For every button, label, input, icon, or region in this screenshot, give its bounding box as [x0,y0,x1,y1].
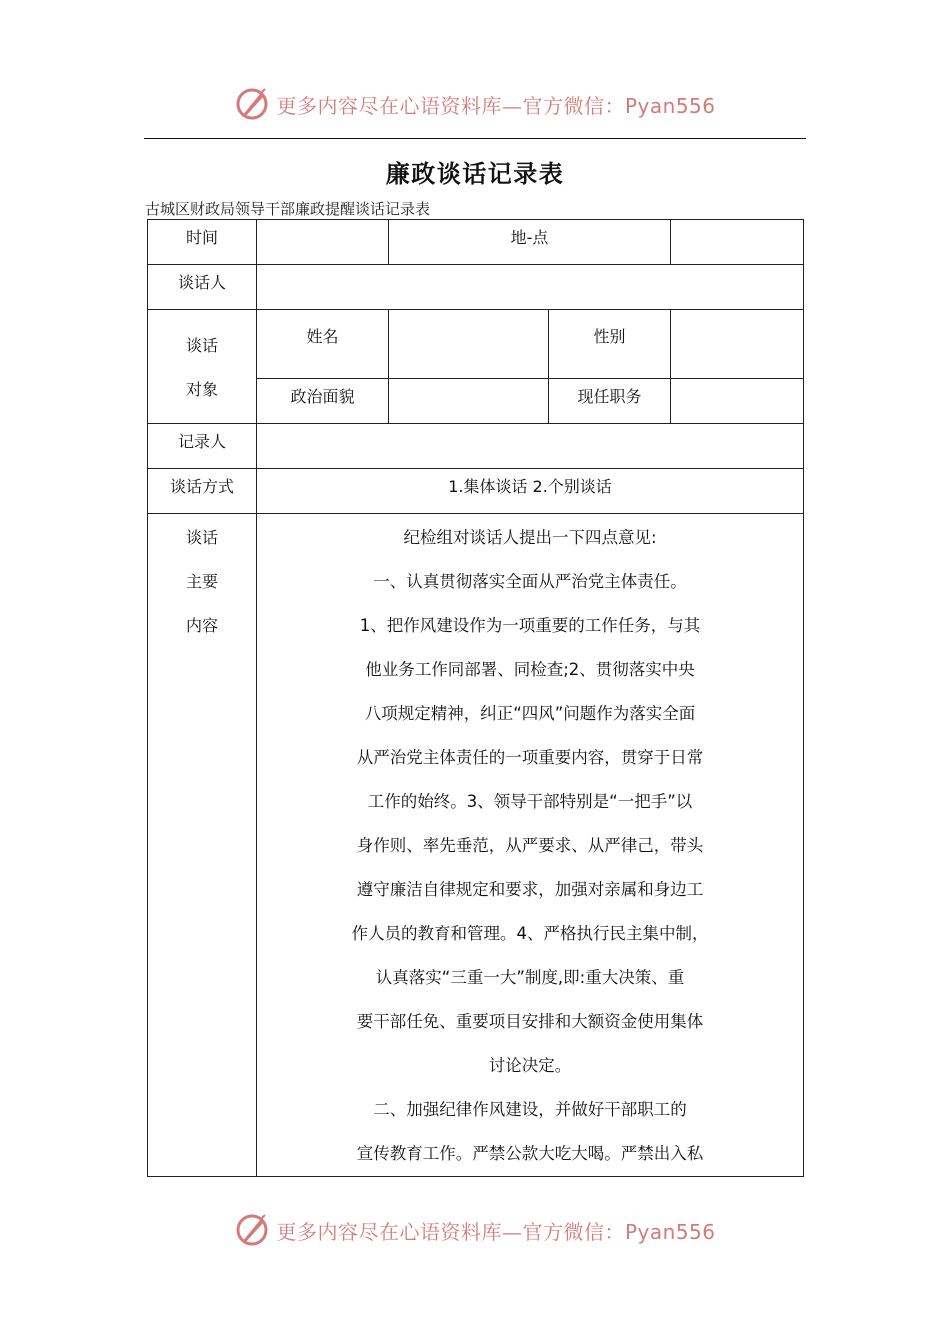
content-line: 讨论决定。 [488,1056,572,1075]
content-label-line1: 谈话 [185,528,218,547]
row-method [148,469,804,514]
content-line: 一、认真贯彻落实全面从严治党主体责任。 [373,572,687,591]
time-label: 时间 [148,220,257,265]
row-target-name [148,310,804,379]
content-line: 要干部任免、重要项目安排和大额资金使用集体 [356,1012,704,1031]
document-title: 廉政谈话记录表 [385,159,565,188]
content-line: 二、加强纪律作风建设，并做好干部职工的 [373,1100,687,1119]
interview-record-table [147,219,804,1177]
speaker-label: 谈话人 [148,265,257,310]
place-field[interactable] [671,220,804,265]
content-line: 工作的始终。3、领导干部特别是“一把手”以 [367,792,693,811]
watermark-banner-bottom [0,1210,950,1250]
quill-logo-icon [234,86,270,122]
document-subtitle: 古城区财政局领导干部廉政提醒谈话记录表 [145,200,431,218]
watermark-banner-top [0,84,950,124]
content-line: 他业务工作同部署、同检查;2、贯彻落实中央 [365,660,695,679]
content-line: 1、把作风建设作为一项重要的工作任务，与其 [359,616,701,635]
place-label: 地-点 [389,220,671,265]
target-label-line2: 对象 [185,380,218,399]
recorder-label: 记录人 [148,424,257,469]
position-field[interactable] [671,379,804,424]
content-label-line2: 主要 [185,572,218,591]
content-line: 作人员的教育和管理。4、严格执行民主集中制， [351,924,709,943]
content-line: 八项规定精神，纠正“四风”问题作为落实全面 [364,704,696,723]
method-value: 1.集体谈话 2.个别谈话 [257,469,804,514]
gender-field[interactable] [671,310,804,379]
content-line: 遵守廉洁自律规定和要求，加强对亲属和身边工 [356,880,704,899]
recorder-field[interactable] [257,424,804,469]
content-line: 身作则、率先垂范，从严要求、从严律己，带头 [356,836,704,855]
target-label [148,310,257,424]
content-line: 宣传教育工作。严禁公款大吃大喝。严禁出入私 [356,1144,704,1163]
watermark-text: 更多内容尽在心语资料库—官方微信：Pyan556 [276,93,716,118]
content-line: 纪检组对谈话人提出一下四点意见: [403,528,657,547]
method-label: 谈话方式 [148,469,257,514]
content-body [257,514,804,1177]
name-field[interactable] [389,310,549,379]
content-label [148,514,257,1177]
content-line: 认真落实“三重一大”制度,即:重大决策、重 [375,968,685,987]
name-label: 姓名 [257,310,389,379]
political-field[interactable] [389,379,549,424]
row-main-content [148,514,804,1177]
row-recorder [148,424,804,469]
political-label: 政治面貌 [257,379,389,424]
row-speaker [148,265,804,310]
watermark-text: 更多内容尽在心语资料库—官方微信：Pyan556 [276,1219,716,1244]
speaker-field[interactable] [257,265,804,310]
gender-label: 性别 [549,310,671,379]
position-label: 现任职务 [549,379,671,424]
header-rule [144,138,806,139]
content-label-line3: 内容 [185,616,218,635]
quill-logo-icon [234,1212,270,1248]
target-label-line1: 谈话 [185,336,218,355]
time-field[interactable] [257,220,389,265]
content-line: 从严治党主体责任的一项重要内容，贯穿于日常 [356,748,704,767]
row-time-place [148,220,804,265]
